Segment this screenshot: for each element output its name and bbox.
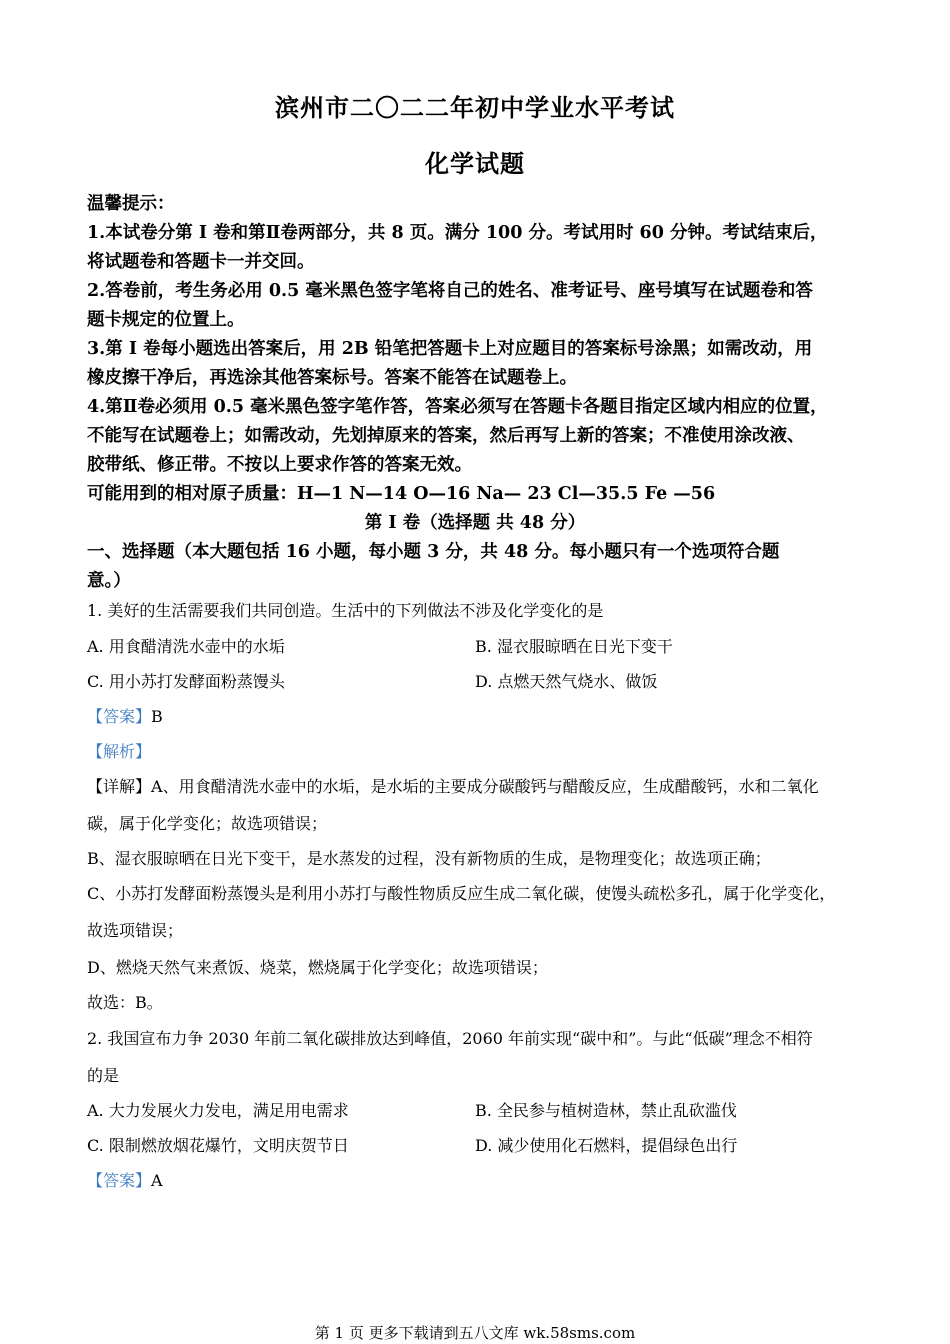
- notice-line: 胶带纸、修正带。不按以上要求作答的答案无效。: [87, 455, 472, 475]
- notice-line: 1.本试卷分第 I 卷和第Ⅱ卷两部分，共 8 页。满分 100 分。考试用时 60 分钟。考试结束后，: [87, 223, 828, 243]
- notice-line: 题卡规定的位置上。: [87, 310, 245, 330]
- notice-line: 4.第Ⅱ卷必须用 0.5 毫米黑色签字笔作答，答案必须写在答题卡各题目指定区域内相应的位置，: [87, 397, 828, 417]
- exam-title: 滨州市二〇二二年初中学业水平考试: [275, 93, 675, 122]
- q1-detail-line: 碳，属于化学变化；故选项错误；: [87, 814, 328, 833]
- q1-detail-line: 故选项错误；: [87, 921, 184, 940]
- answer-value: B: [151, 707, 163, 726]
- q2-answer: [87, 1168, 163, 1191]
- detail-text: A、用食醋清洗水壶中的水垢，是水垢的主要成分碳酸钙与醋酸反应，生成醋酸钙，水和二氧化: [151, 777, 819, 796]
- question-2-stem: 2. 我国宣布力争 2030 年前二氧化碳排放达到峰值，2060 年前实现“碳中和”。与此“低碳”理念不相符: [87, 1029, 813, 1048]
- detail-tag: 【详解】: [87, 777, 152, 796]
- answer-tag: 【答案】: [87, 1171, 152, 1190]
- q1-detail-line: [87, 774, 819, 797]
- q1-detail-line: B、湿衣服晾晒在日光下变干，是水蒸发的过程，没有新物质的生成，是物理变化；故选项正确；: [87, 849, 771, 868]
- atomic-mass-line: 可能用到的相对原子质量：H—1 N—14 O—16 Na— 23 Cl—35.5 Fe —56: [87, 484, 716, 504]
- exam-subject-title: 化学试题: [425, 149, 525, 178]
- q1-analysis-tag: 【解析】: [87, 742, 152, 761]
- q1-answer: [87, 704, 163, 727]
- page-footer: 第 1 页 更多下载请到五八文库 wk.58sms.com: [314, 1324, 636, 1342]
- q2-option-d: D. 减少使用化石燃料，提倡绿色出行: [475, 1136, 738, 1155]
- question-2-stem: 的是: [87, 1066, 120, 1085]
- q1-detail-line: 故选：B。: [87, 993, 163, 1012]
- q1-option-b: B. 湿衣服晾晒在日光下变干: [475, 637, 673, 656]
- q1-option-a: A. 用食醋清洗水壶中的水垢: [87, 637, 285, 656]
- notice-line: 不能写在试题卷上；如需改动，先划掉原来的答案，然后再写上新的答案；不准使用涂改液、: [87, 426, 805, 446]
- answer-value: A: [151, 1171, 163, 1190]
- q2-option-a: A. 大力发展火力发电，满足用电需求: [87, 1101, 349, 1120]
- notice-heading: 温馨提示：: [87, 194, 175, 214]
- q2-option-c: C. 限制燃放烟花爆竹，文明庆贺节日: [87, 1136, 349, 1155]
- notice-line: 3.第 I 卷每小题选出答案后，用 2B 铅笔把答题卡上对应题目的答案标号涂黑；如需改动，用: [87, 339, 813, 359]
- q1-detail-line: C、小苏打发酵面粉蒸馒头是利用小苏打与酸性物质反应生成二氧化碳，使馒头疏松多孔，属于化学变化，: [87, 884, 836, 903]
- notice-line: 将试题卷和答题卡一并交回。: [87, 252, 315, 272]
- section-title: 第 I 卷（选择题 共 48 分）: [364, 513, 586, 533]
- q1-option-d: D. 点燃天然气烧水、做饭: [475, 672, 658, 691]
- notice-line: 2.答卷前，考生务必用 0.5 毫米黑色签字笔将自己的姓名、准考证号、座号填写在试题卷和答: [87, 281, 813, 301]
- answer-tag: 【答案】: [87, 707, 152, 726]
- section-instruction: 一、选择题（本大题包括 16 小题，每小题 3 分，共 48 分。每小题只有一个选项符合题: [87, 542, 780, 562]
- q2-option-b: B. 全民参与植树造林，禁止乱砍滥伐: [475, 1101, 737, 1120]
- question-1-stem: 1. 美好的生活需要我们共同创造。生活中的下列做法不涉及化学变化的是: [87, 601, 604, 620]
- notice-line: 橡皮擦干净后，再选涂其他答案标号。答案不能答在试题卷上。: [87, 368, 577, 388]
- q1-option-c: C. 用小苏打发酵面粉蒸馒头: [87, 672, 285, 691]
- section-instruction: 意。）: [87, 571, 131, 591]
- q1-detail-line: D、燃烧天然气来煮饭、烧菜，燃烧属于化学变化；故选项错误；: [87, 958, 548, 977]
